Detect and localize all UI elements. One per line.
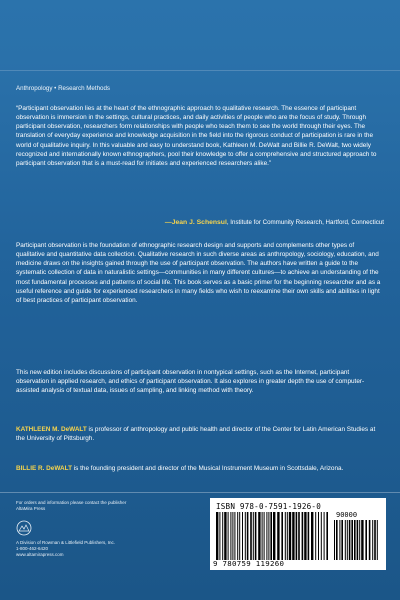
- publisher-info: [16, 500, 166, 512]
- publisher-details: [16, 540, 115, 558]
- author-bio-text-2: is the founding president and director of the Musical Instrument Museum in Scottsdale, Arizona.: [71, 465, 344, 472]
- attribution-affiliation: , Institute for Community Research, Hartford, Connecticut: [226, 219, 384, 226]
- publisher-website: www.altamirapress.com: [16, 552, 64, 558]
- isbn-number: ISBN 978-0-7591-1926-0: [216, 502, 321, 511]
- isbn-barcode-block: [210, 498, 386, 570]
- publisher-phone: 1-800-462-6420: [16, 546, 49, 552]
- attribution-name: —Jean J. Schensul: [164, 219, 227, 226]
- ean-barcode-icon: [216, 512, 328, 560]
- bottom-divider: [0, 492, 400, 493]
- top-divider: [0, 70, 400, 71]
- quote-attribution: [16, 219, 384, 228]
- price-code: 90000: [336, 511, 358, 519]
- author-bio-1: [16, 425, 382, 443]
- author-name-2: BILLIE R. DeWALT: [16, 465, 72, 472]
- altamira-logo-icon: [16, 520, 32, 536]
- description-paragraph-1: Participant observation is the foundation of ethnographic research design and supports and complements other types of qualitative and quantitative data collection. Qualitative research in such diverse areas as anthropology, sociology, education, and medicine draws on the insights gained through the use of participant observation. The authors have written a guide to the systematic collection of data in naturalistic settings—communities in many different cultures—to achieve an understanding of the most fundamental processes and patterns of social life. This book serves as a basic primer for the beginning researcher and as a useful reference and guide for experienced researchers in many fields who wish to reexamine their own skills and abilities in light of best practices of participant observation.: [16, 242, 381, 304]
- author-bio-2: [16, 464, 382, 473]
- publisher-name: AltaMira Press: [16, 506, 46, 512]
- ean-digits: 9 780759 119260: [213, 559, 285, 568]
- author-bio-text-1: is professor of anthropology and public health and director of the Center for Latin American Studies at the University of Pittsburgh.: [16, 426, 376, 443]
- endorsement-quote: “Participant observation lies at the heart of the ethnographic approach to qualitative research. The essence of participant observation is immersion in the settings, cultural practices, and daily activities of people who are the focus of study. Through participant observation, researchers form relationships with people who teach them to see the world through their eyes. The translation of everyday experience and knowledge acquisition in the field into the rigorous conduct of participation is rare in the world of qualitative inquiry. In this valuable and easy to understand book, Kathleen M. DeWalt and Billie R. DeWalt, two widely recognized and internationally known ethnographers, pool their knowledge to offer a comprehensive and structured approach to participant observation that is a must-read for initiates and experienced researchers alike.”: [16, 105, 377, 167]
- category-label: Anthropology • Research Methods: [16, 85, 110, 92]
- publisher-division: A Division of Rowman & Littlefield Publishers, Inc.: [16, 540, 116, 545]
- addon-barcode-icon: [334, 520, 378, 560]
- publisher-contact-line: For orders and information please contact the publisher: [16, 500, 127, 505]
- author-name-1: KATHLEEN M. DeWALT: [16, 426, 87, 433]
- description-paragraph-2: This new edition includes discussions of participant observation in nontypical settings, such as the Internet, participant observation in applied research, and ethics of participant observation. It also explores in greater depth the use of computer-assisted analysis of textual data, issues of sampling, and linking method with theory.: [16, 369, 365, 395]
